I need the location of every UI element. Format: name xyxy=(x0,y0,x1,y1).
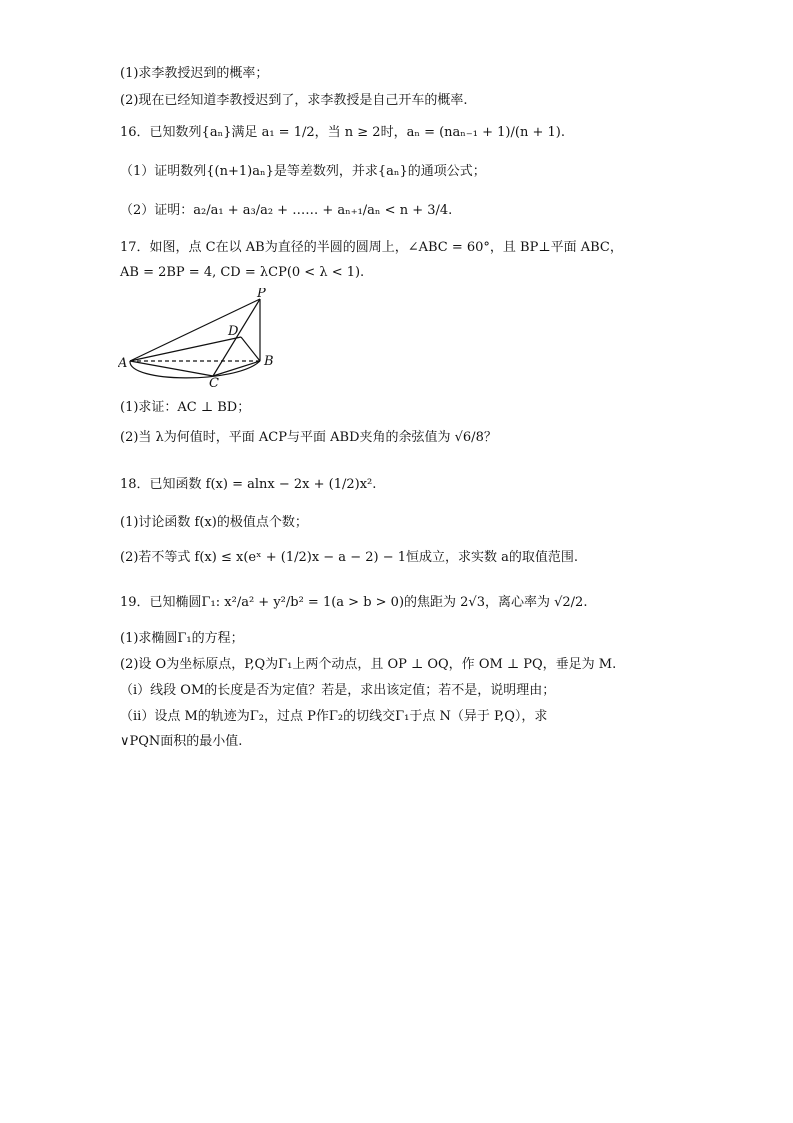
problem-17-conditions: AB = 2BP = 4, CD = λCP(0 < λ < 1). xyxy=(120,265,365,280)
label-a: A xyxy=(118,356,128,371)
label-b: B xyxy=(264,354,274,369)
edge-db xyxy=(241,337,260,361)
problem-16-part-2: （2）证明：a₂/a₁ + a₃/a₂ + …… + aₙ₊₁/aₙ < n + 3/4. xyxy=(120,203,453,218)
problem-16-part-1: （1）证明数列{(n+1)aₙ}是等差数列，并求{aₙ}的通项公式； xyxy=(120,164,486,179)
problem-18-stem: 18．已知函数 f(x) = alnx − 2x + (1/2)x². xyxy=(120,477,377,492)
problem-19-part-1: (1)求椭圆Γ₁的方程； xyxy=(120,631,244,646)
edge-cb xyxy=(213,361,260,376)
label-d: D xyxy=(228,324,239,339)
problem-19-part-2-ii: （ii）设点 M的轨迹为Γ₂，过点 P作Γ₂的切线交Γ₁于点 N（异于 P,Q），求 xyxy=(120,709,548,724)
problem-17-stem: 17．如图，点 C在以 AB为直径的半圆的圆周上，∠ABC = 60°，且 BP⊥平面 ABC， xyxy=(120,240,623,255)
problem-15-part-1: (1)求李教授迟到的概率； xyxy=(120,66,269,81)
problem-17-part-2: (2)当 λ为何值时，平面 ACP与平面 ABD夹角的余弦值为 √6/8？ xyxy=(120,430,497,445)
problem-19-part-2-ii-cont: ∨PQN面积的最小值. xyxy=(120,734,243,749)
problem-19-part-2: (2)设 O为坐标原点，P,Q为Γ₁上两个动点，且 OP ⊥ OQ，作 OM ⊥ PQ，垂足为 M. xyxy=(120,657,617,672)
problem-17-part-1: (1)求证：AC ⊥ BD； xyxy=(120,400,251,415)
problem-18-part-1: (1)讨论函数 f(x)的极值点个数； xyxy=(120,515,308,530)
problem-19-part-2-i: （i）线段 OM的长度是否为定值？若是，求出该定值；若不是，说明理由； xyxy=(120,683,556,698)
label-c: C xyxy=(209,376,219,388)
edge-ac xyxy=(130,361,213,376)
problem-16-stem: 16．已知数列{aₙ}满足 a₁ = 1/2，当 n ≥ 2时，aₙ = (naₙ₋₁ + 1)/(n + 1). xyxy=(120,125,565,140)
semicircle-arc xyxy=(130,361,260,378)
geometry-figure xyxy=(118,288,288,388)
problem-18-part-2: (2)若不等式 f(x) ≤ x(eˣ + (1/2)x − a − 2) − 1恒成立，求实数 a的取值范围. xyxy=(120,550,579,565)
problem-19-stem: 19．已知椭圆Γ₁: x²/a² + y²/b² = 1(a > b > 0)的焦距为 2√3，离心率为 √2/2. xyxy=(120,595,588,610)
label-p: P xyxy=(257,288,266,301)
problem-15-part-2: (2)现在已经知道李教授迟到了，求李教授是自己开车的概率. xyxy=(120,93,468,108)
